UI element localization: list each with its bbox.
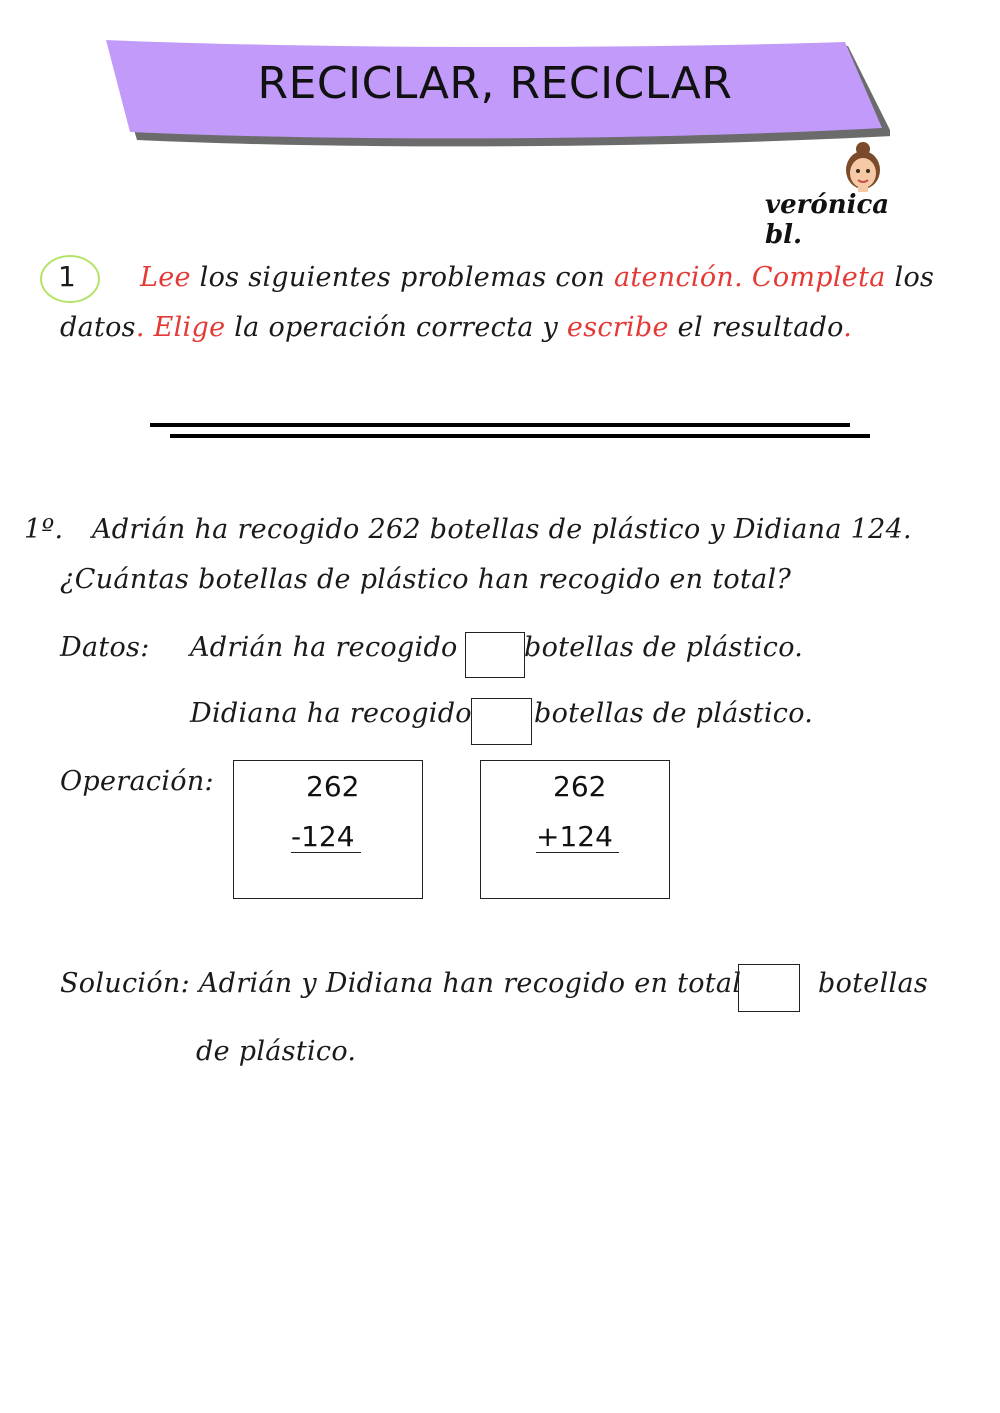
solucion-text: Solución: Adrián y Didiana han recogido en total [60, 968, 742, 999]
problem-statement-line-1: Adrián ha recogido 262 botellas de plástico y Didiana 124. [92, 514, 912, 545]
instruction-segment: . Elige [135, 312, 226, 343]
solucion-line-2: de plástico. [196, 1036, 357, 1067]
datos-label: Datos: [60, 632, 150, 663]
instruction-segment: datos [60, 312, 136, 343]
dato1-text: Adrián ha recogido [190, 632, 458, 663]
addition-top-number: 262 [553, 770, 607, 803]
instruction-segment: los siguientes problemas con [190, 262, 614, 293]
problem-question: ¿Cuántas botellas de plástico han recogido en total? [60, 564, 792, 595]
subtraction-top-number: 262 [306, 770, 360, 803]
dato1-unit: botellas de plástico. [524, 632, 804, 663]
instruction-segment: la operación correcta y [225, 312, 567, 343]
divider-line [150, 423, 850, 427]
dato2-text: Didiana ha recogido [190, 698, 472, 729]
solucion-answer-box[interactable] [738, 964, 800, 1012]
instruction-segment: escribe [566, 312, 669, 343]
author-signature: verónica bl. [765, 190, 890, 250]
dato1-answer-box[interactable] [465, 632, 525, 678]
divider-line [170, 434, 870, 438]
instruction-segment: los [885, 262, 935, 293]
operacion-label: Operación: [60, 766, 214, 797]
instruction-segment: Lee [140, 262, 191, 293]
exercise-number: 1 [58, 260, 76, 293]
instruction-segment: el resultado [668, 312, 844, 343]
page-title: RECICLAR, RECICLAR [257, 58, 733, 109]
instruction-line-1 [140, 262, 940, 293]
dato2-answer-box[interactable] [471, 698, 532, 745]
instruction-segment: . [843, 312, 853, 343]
instruction-line-2 [60, 312, 940, 343]
solucion-unit: botellas [818, 968, 928, 999]
addition-bottom-number: +124 [536, 822, 619, 853]
instruction-segment: atención. Completa [613, 262, 886, 293]
problem-number: 1º. [24, 514, 64, 545]
subtraction-bottom-number: -124 [291, 822, 361, 853]
dato2-unit: botellas de plástico. [534, 698, 814, 729]
